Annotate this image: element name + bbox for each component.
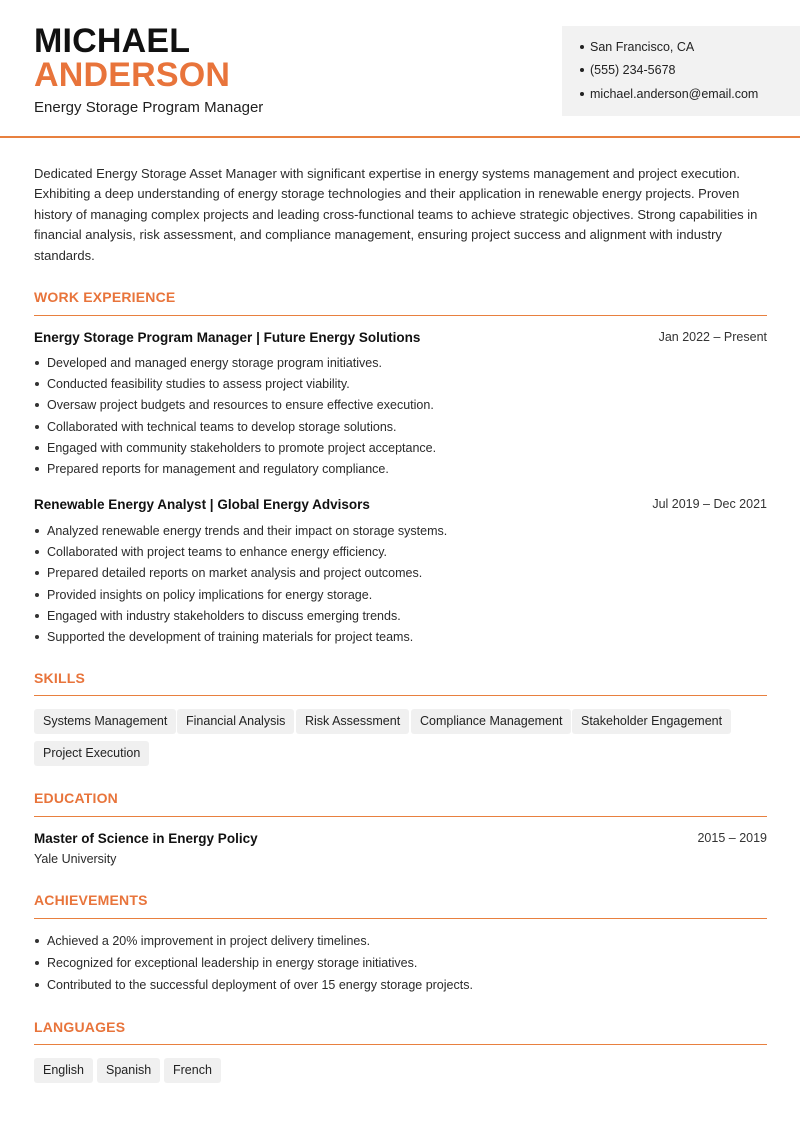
professional-summary: Dedicated Energy Storage Asset Manager with significant expertise in energy systems management and project execution. Exhibiting a deep understanding of energy storage technologies and their application in renewable energy projects. Proven history of managing complex projects and leading cross-functional teams to achieve strategic objectives. Strong capabilities in financial analysis, risk assessment, and compliance management, ensuring project success and alignment with industry standards. xyxy=(34,166,758,263)
section-title-achievements: ACHIEVEMENTS xyxy=(34,892,148,908)
language-chip: Spanish xyxy=(97,1058,160,1083)
job-dates: Jan 2022 – Present xyxy=(658,330,767,344)
list-item: Provided insights on policy implications for energy storage. xyxy=(34,587,767,608)
section-title-work: WORK EXPERIENCE xyxy=(34,289,176,305)
job-bullets xyxy=(34,355,767,482)
list-item: Analyzed renewable energy trends and their impact on storage systems. xyxy=(34,523,767,544)
contact-phone-text: (555) 234-5678 xyxy=(590,63,676,77)
first-name: MICHAEL xyxy=(34,22,191,60)
job-header xyxy=(34,330,767,348)
list-item: Collaborated with project teams to enhance energy efficiency. xyxy=(34,544,767,565)
list-item: Contributed to the successful deployment of over 15 energy storage projects. xyxy=(34,977,767,999)
education-dates: 2015 – 2019 xyxy=(697,831,767,845)
list-item: Prepared detailed reports on market analysis and project outcomes. xyxy=(34,565,767,586)
list-item: Prepared reports for management and regulatory compliance. xyxy=(34,461,767,482)
skill-chip: Systems Management xyxy=(34,709,176,734)
list-item: Conducted feasibility studies to assess project viability. xyxy=(34,376,767,397)
list-item: Oversaw project budgets and resources to ensure effective execution. xyxy=(34,397,767,418)
list-item: Supported the development of training materials for project teams. xyxy=(34,629,767,650)
contact-box xyxy=(562,26,800,116)
skill-chip: Financial Analysis xyxy=(177,709,294,734)
skill-chip: Risk Assessment xyxy=(296,709,409,734)
skill-chip: Compliance Management xyxy=(411,709,571,734)
section-title-skills: SKILLS xyxy=(34,670,85,686)
bullet-icon xyxy=(580,92,584,96)
job-role: Energy Storage Program Manager | Future Energy Solutions xyxy=(34,330,421,345)
list-item: Collaborated with technical teams to develop storage solutions. xyxy=(34,419,767,440)
skill-chip: Project Execution xyxy=(34,741,149,766)
section-divider xyxy=(34,695,767,696)
education-degree: Master of Science in Energy Policy xyxy=(34,831,258,846)
job-bullets xyxy=(34,523,767,650)
list-item: Engaged with community stakeholders to promote project acceptance. xyxy=(34,440,767,461)
list-item: Recognized for exceptional leadership in energy storage initiatives. xyxy=(34,955,767,977)
achievements-list xyxy=(34,933,767,999)
language-chip: French xyxy=(164,1058,221,1083)
job-dates: Jul 2019 – Dec 2021 xyxy=(652,497,767,511)
contact-email[interactable] xyxy=(580,86,758,102)
bullet-icon xyxy=(580,45,584,49)
contact-phone xyxy=(580,62,675,78)
job-role: Renewable Energy Analyst | Global Energy Advisors xyxy=(34,497,370,512)
section-divider xyxy=(34,315,767,316)
list-item: Achieved a 20% improvement in project delivery timelines. xyxy=(34,933,767,955)
last-name: ANDERSON xyxy=(34,56,231,94)
education-school: Yale University xyxy=(34,852,117,866)
section-divider xyxy=(34,816,767,817)
resume-header xyxy=(0,0,800,138)
list-item: Engaged with industry stakeholders to discuss emerging trends. xyxy=(34,608,767,629)
contact-location-text: San Francisco, CA xyxy=(590,40,695,54)
contact-email-link[interactable]: michael.anderson@email.com xyxy=(590,87,759,101)
contact-location xyxy=(580,39,694,55)
skill-chip: Stakeholder Engagement xyxy=(572,709,731,734)
job-title: Energy Storage Program Manager xyxy=(34,99,264,116)
language-chip: English xyxy=(34,1058,93,1083)
section-divider xyxy=(34,918,767,919)
list-item: Developed and managed energy storage program initiatives. xyxy=(34,355,767,376)
section-title-education: EDUCATION xyxy=(34,790,118,806)
job-header xyxy=(34,497,767,515)
section-title-languages: LANGUAGES xyxy=(34,1019,126,1035)
section-divider xyxy=(34,1044,767,1045)
bullet-icon xyxy=(580,68,584,72)
